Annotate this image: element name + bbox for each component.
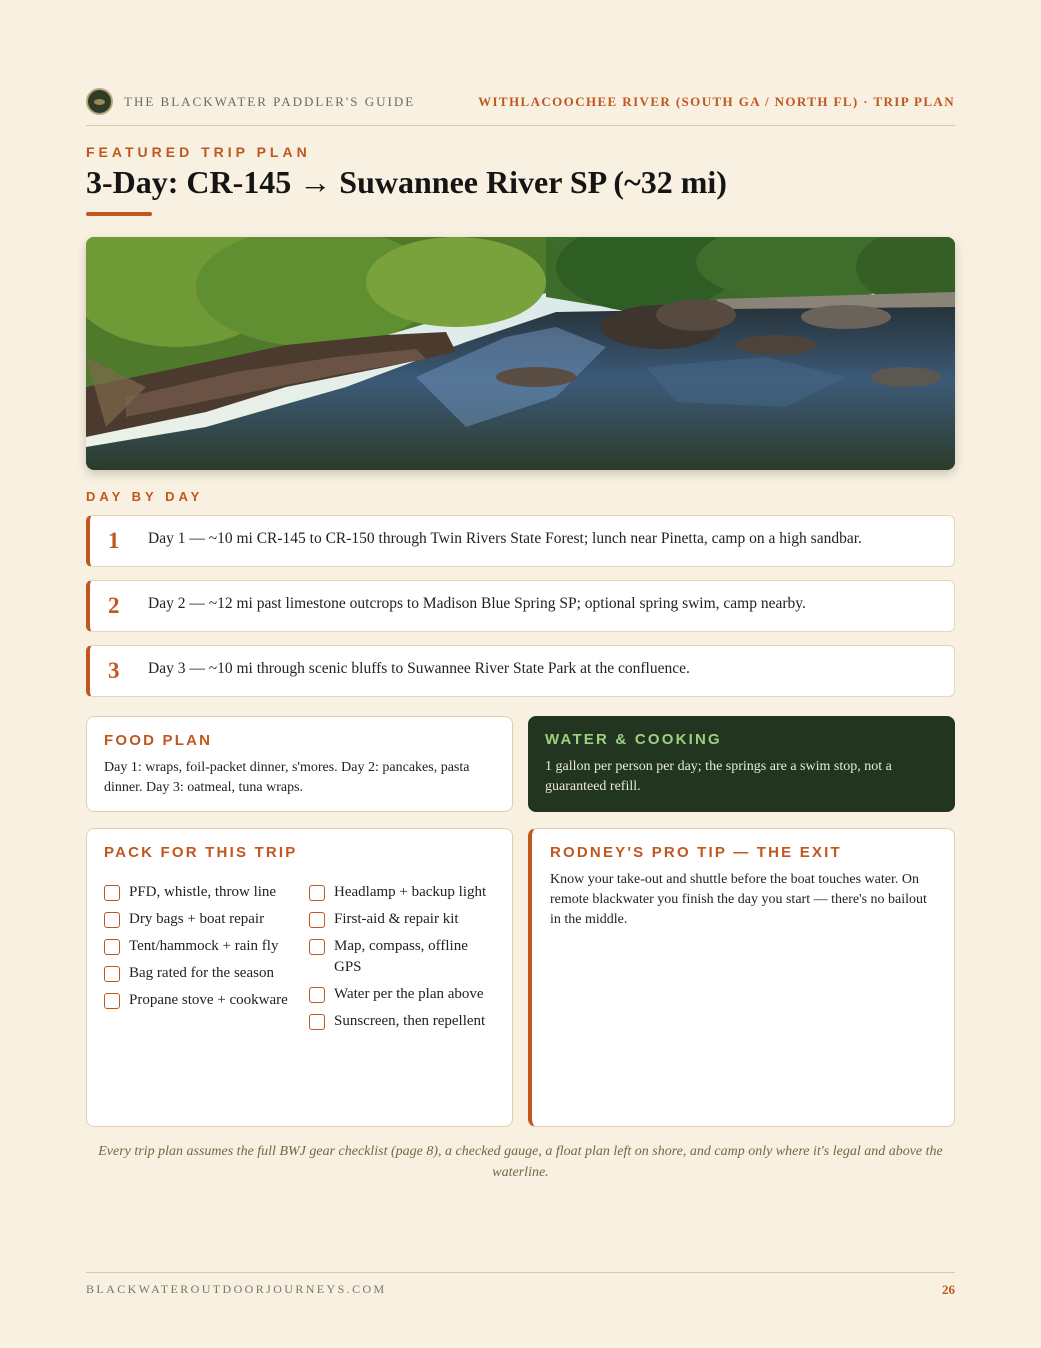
checkbox-icon[interactable] [309, 987, 325, 1003]
checkbox-icon[interactable] [104, 993, 120, 1009]
checkbox-icon[interactable] [104, 885, 120, 901]
section-title: WITHLACOOCHEE RIVER (SOUTH GA / NORTH FL) · TRIP PLAN [478, 94, 955, 109]
checklist-item-label: Propane stove + cookware [129, 992, 288, 1008]
day-number: 3 [108, 658, 120, 683]
checklist-item[interactable] [309, 909, 489, 930]
checklist-item-label: Dry bags + boat repair [129, 911, 265, 927]
checklist-item-label: First-aid & repair kit [334, 911, 459, 927]
checklist-item[interactable] [309, 984, 489, 1005]
pro-tip-card [528, 828, 955, 1127]
checklist-item-label: Bag rated for the season [129, 965, 274, 981]
water-cooking-card [528, 716, 955, 812]
day-by-day-label: DAY BY DAY [86, 489, 204, 504]
checkbox-icon[interactable] [104, 939, 120, 955]
checklist-item[interactable] [309, 936, 489, 978]
checklist-item[interactable] [104, 990, 294, 1011]
food-plan-body: Day 1: wraps, foil-packet dinner, s'mores. Day 2: pancakes, pasta dinner. Day 3: oatmeal, tuna wraps. [104, 760, 470, 795]
day-description: Day 3 — ~10 mi through scenic bluffs to Suwannee River State Park at the confluence. [148, 660, 690, 677]
day-number: 2 [108, 593, 120, 618]
checklist-item-label: Water per the plan above [334, 986, 484, 1002]
checkbox-icon[interactable] [309, 912, 325, 928]
checklist-item-label: PFD, whistle, throw line [129, 884, 277, 900]
water-cooking-body: 1 gallon per person per day; the springs are a swim stop, not a guaranteed refill. [545, 759, 892, 794]
checklist-item[interactable] [104, 936, 294, 957]
pack-list-heading: PACK FOR THIS TRIP [104, 844, 298, 861]
featured-kicker: FEATURED TRIP PLAN [86, 144, 311, 160]
page-title: 3-Day: CR-145 → Suwannee River SP (~32 mi) [86, 164, 727, 200]
pack-column-left [104, 882, 294, 1017]
checklist-item[interactable] [104, 909, 294, 930]
page-footer [86, 1272, 955, 1302]
title-underline [86, 212, 152, 216]
checkbox-icon[interactable] [104, 966, 120, 982]
day-card [86, 645, 955, 697]
water-cooking-heading: WATER & COOKING [545, 731, 722, 748]
food-plan-heading: FOOD PLAN [104, 732, 213, 749]
checklist-item-label: Map, compass, offline GPS [334, 938, 468, 975]
day-card [86, 580, 955, 632]
checklist-item-label: Tent/hammock + rain fly [129, 938, 279, 954]
checklist-item-label: Sunscreen, then repellent [334, 1013, 486, 1029]
pro-tip-body: Know your take-out and shuttle before the boat touches water. On remote blackwater you finish the day you start — there's no bailout in the middle. [550, 872, 927, 927]
pack-list-card [86, 828, 513, 1127]
page-number: 26 [942, 1282, 955, 1297]
day-number: 1 [108, 528, 120, 553]
river-logo-icon [86, 88, 113, 115]
checklist-item-label: Headlamp + backup light [334, 884, 487, 900]
page-header [86, 88, 955, 126]
checklist-item[interactable] [104, 963, 294, 984]
checkbox-icon[interactable] [309, 1014, 325, 1030]
day-description: Day 2 — ~12 mi past limestone outcrops to Madison Blue Spring SP; optional spring swim, camp nearby. [148, 595, 806, 612]
pack-column-right [309, 882, 489, 1038]
river-photo [86, 237, 955, 470]
day-description: Day 1 — ~10 mi CR-145 to CR-150 through Twin Rivers State Forest; lunch near Pinetta, camp on a high sandbar. [148, 530, 862, 547]
footer-site-link[interactable]: BLACKWATEROUTDOORJOURNEYS.COM [86, 1282, 387, 1296]
food-plan-card [86, 716, 513, 812]
brand-name: THE BLACKWATER PADDLER'S GUIDE [124, 94, 416, 109]
checklist-item[interactable] [309, 1011, 489, 1032]
trip-footnote: Every trip plan assumes the full BWJ gear checklist (page 8), a checked gauge, a float plan left on shore, and camp only where it's legal and above the waterline. [98, 1144, 943, 1180]
day-card [86, 515, 955, 567]
pro-tip-heading: RODNEY'S PRO TIP — THE EXIT [550, 844, 842, 861]
checkbox-icon[interactable] [104, 912, 120, 928]
checkbox-icon[interactable] [309, 939, 325, 955]
checklist-item[interactable] [309, 882, 489, 903]
checklist-item[interactable] [104, 882, 294, 903]
checkbox-icon[interactable] [309, 885, 325, 901]
